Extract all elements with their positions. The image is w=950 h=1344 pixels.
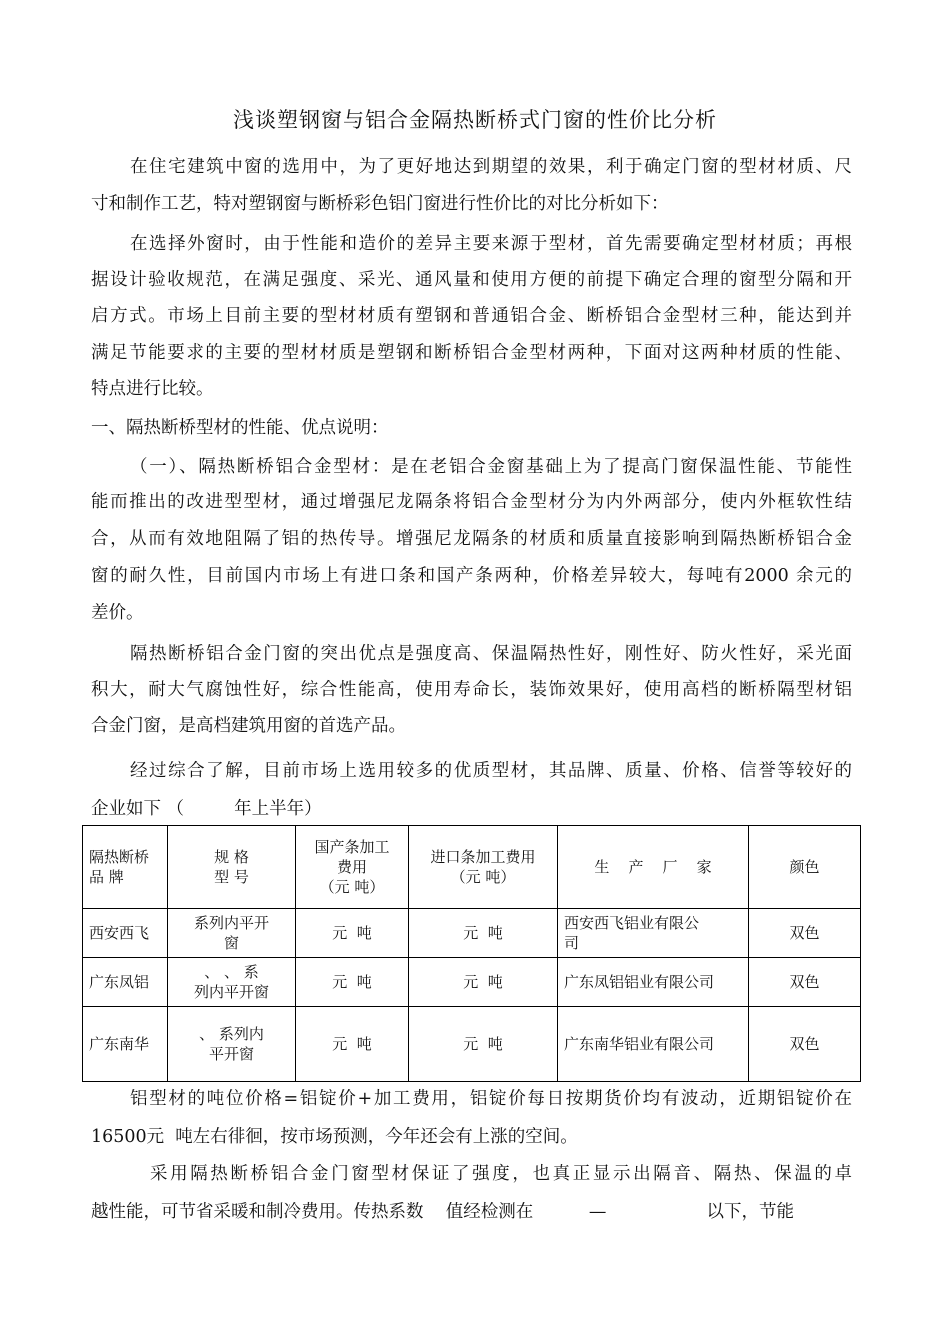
cell-manufacturer <box>558 1007 749 1082</box>
cell-manufacturer <box>558 958 749 1007</box>
cell-spec-text: 系列内平开 窗 <box>193 914 269 952</box>
cell-color-text: 双色 <box>789 1035 820 1053</box>
cell-spec <box>168 1007 296 1082</box>
cell-color <box>749 909 861 958</box>
cell-imported-cost-text: 元 吨 <box>463 1035 503 1053</box>
cell-imported-cost <box>409 909 558 958</box>
table-row <box>83 958 861 1007</box>
paragraph-line: 在住宅建筑中窗的选用中，为了更好地达到期望的效果，利于确定门窗的型材材质、尺 <box>130 157 852 177</box>
cell-spec <box>168 909 296 958</box>
paragraph-line: 采用隔热断桥铝合金门窗型材保证了强度，也真正显示出隔音、隔热、保温的卓 <box>150 1164 852 1184</box>
paragraph-line: 合，从而有效地阻隔了铝的热传导。增强尼龙隔条的材质和质量直接影响到隔热断桥铝合金 <box>91 529 852 549</box>
header-color-text: 颜色 <box>789 858 820 876</box>
section-heading: 一、隔热断桥型材的性能、优点说明： <box>91 418 389 438</box>
cell-color-text: 双色 <box>789 973 820 991</box>
paragraph-line: 企业如下 （ 年上半年） <box>91 799 322 819</box>
header-domestic-cost <box>296 826 409 909</box>
cell-color <box>749 1007 861 1082</box>
paragraph-line: 16500元 吨左右徘徊，按市场预测，今年还会有上涨的空间。 <box>91 1127 578 1147</box>
table-row <box>83 909 861 958</box>
cell-spec-text: 、 系列内 平开窗 <box>199 1025 264 1063</box>
cell-domestic-cost-text: 元 吨 <box>332 924 372 942</box>
cell-domestic-cost <box>296 909 409 958</box>
cell-spec <box>168 958 296 1007</box>
cell-color-text: 双色 <box>789 924 820 942</box>
table-header-row <box>83 826 861 909</box>
cell-brand <box>83 958 168 1007</box>
paragraph-line: 满足节能要求的主要的型材材质是塑钢和断桥铝合金型材两种，下面对这两种材质的性能、 <box>91 343 852 363</box>
header-spec-text: 规 格 型 号 <box>214 848 249 886</box>
cell-manufacturer-text: 西安西飞铝业有限公 司 <box>564 914 700 952</box>
cell-brand-text: 广东凤铝 <box>89 973 150 991</box>
cell-brand <box>83 909 168 958</box>
paragraph-line: 越性能，可节省采暖和制冷费用。传热系数 值经检测在 — 以下，节能 <box>91 1202 795 1222</box>
paragraph-line: 差价。 <box>91 603 144 623</box>
header-manufacturer-text: 生 产 厂 家 <box>594 858 712 876</box>
cell-domestic-cost-text: 元 吨 <box>332 973 372 991</box>
cell-imported-cost-text: 元 吨 <box>463 973 503 991</box>
paragraph-line: 特点进行比较。 <box>91 379 214 399</box>
cell-domestic-cost <box>296 1007 409 1082</box>
cell-color <box>749 958 861 1007</box>
paragraph-line: 隔热断桥铝合金门窗的突出优点是强度高、保温隔热性好，刚性好、防火性好，采光面 <box>130 644 852 664</box>
paragraph-line: 经过综合了解，目前市场上选用较多的优质型材，其品牌、质量、价格、信誉等较好的 <box>130 761 852 781</box>
cell-domestic-cost-text: 元 吨 <box>332 1035 372 1053</box>
cell-imported-cost <box>409 958 558 1007</box>
paragraph-line: 在选择外窗时，由于性能和造价的差异主要来源于型材，首先需要确定型材材质；再根 <box>130 234 852 254</box>
paragraph-line: 积大，耐大气腐蚀性好，综合性能高，使用寿命长，装饰效果好，使用高档的断桥隔型材铝 <box>91 680 852 700</box>
cell-brand <box>83 1007 168 1082</box>
cell-brand-text: 西安西飞 <box>89 924 150 942</box>
cell-manufacturer-text: 广东凤铝铝业有限公司 <box>564 973 715 991</box>
header-domestic-cost-text: 国产条加工 费用 （元 吨） <box>314 838 390 896</box>
header-imported-cost-text: 进口条加工费用 （元 吨） <box>430 848 536 886</box>
header-manufacturer <box>558 826 749 909</box>
header-brand-text: 隔热断桥 品 牌 <box>89 848 150 886</box>
cell-manufacturer <box>558 909 749 958</box>
table-row <box>83 1007 861 1082</box>
cell-manufacturer-text: 广东南华铝业有限公司 <box>564 1035 715 1053</box>
cell-imported-cost-text: 元 吨 <box>463 924 503 942</box>
header-color <box>749 826 861 909</box>
header-spec <box>168 826 296 909</box>
cell-brand-text: 广东南华 <box>89 1035 150 1053</box>
header-brand <box>83 826 168 909</box>
paragraph-line: 窗的耐久性，目前国内市场上有进口条和国产条两种，价格差异较大，每吨有2000 余元的 <box>91 566 852 586</box>
cell-spec-text: 、 、 系 列内平开窗 <box>193 963 269 1001</box>
paragraph-line: 合金门窗，是高档建筑用窗的首选产品。 <box>91 716 406 736</box>
cell-domestic-cost <box>296 958 409 1007</box>
paragraph-line: 寸和制作工艺，特对塑钢窗与断桥彩色铝门窗进行性价比的对比分析如下： <box>91 194 669 214</box>
document-title: 浅谈塑钢窗与铝合金隔热断桥式门窗的性价比分析 <box>233 108 717 132</box>
paragraph-line: 铝型材的吨位价格=铝锭价+加工费用，铝锭价每日按期货价均有波动，近期铝锭价在 <box>130 1089 852 1109</box>
paragraph-line: 据设计验收规范，在满足强度、采光、通风量和使用方便的前提下确定合理的窗型分隔和开 <box>91 270 852 290</box>
cell-imported-cost <box>409 1007 558 1082</box>
header-imported-cost <box>409 826 558 909</box>
paragraph-line: 能而推出的改进型型材，通过增强尼龙隔条将铝合金型材分为内外两部分，使内外框软性结 <box>91 492 852 512</box>
paragraph-line: 启方式。市场上目前主要的型材材质有塑钢和普通铝合金、断桥铝合金型材三种，能达到并 <box>91 306 852 326</box>
paragraph-line: （一）、隔热断桥铝合金型材：是在老铝合金窗基础上为了提高门窗保温性能、节能性 <box>130 457 852 477</box>
supplier-table <box>82 825 861 1082</box>
